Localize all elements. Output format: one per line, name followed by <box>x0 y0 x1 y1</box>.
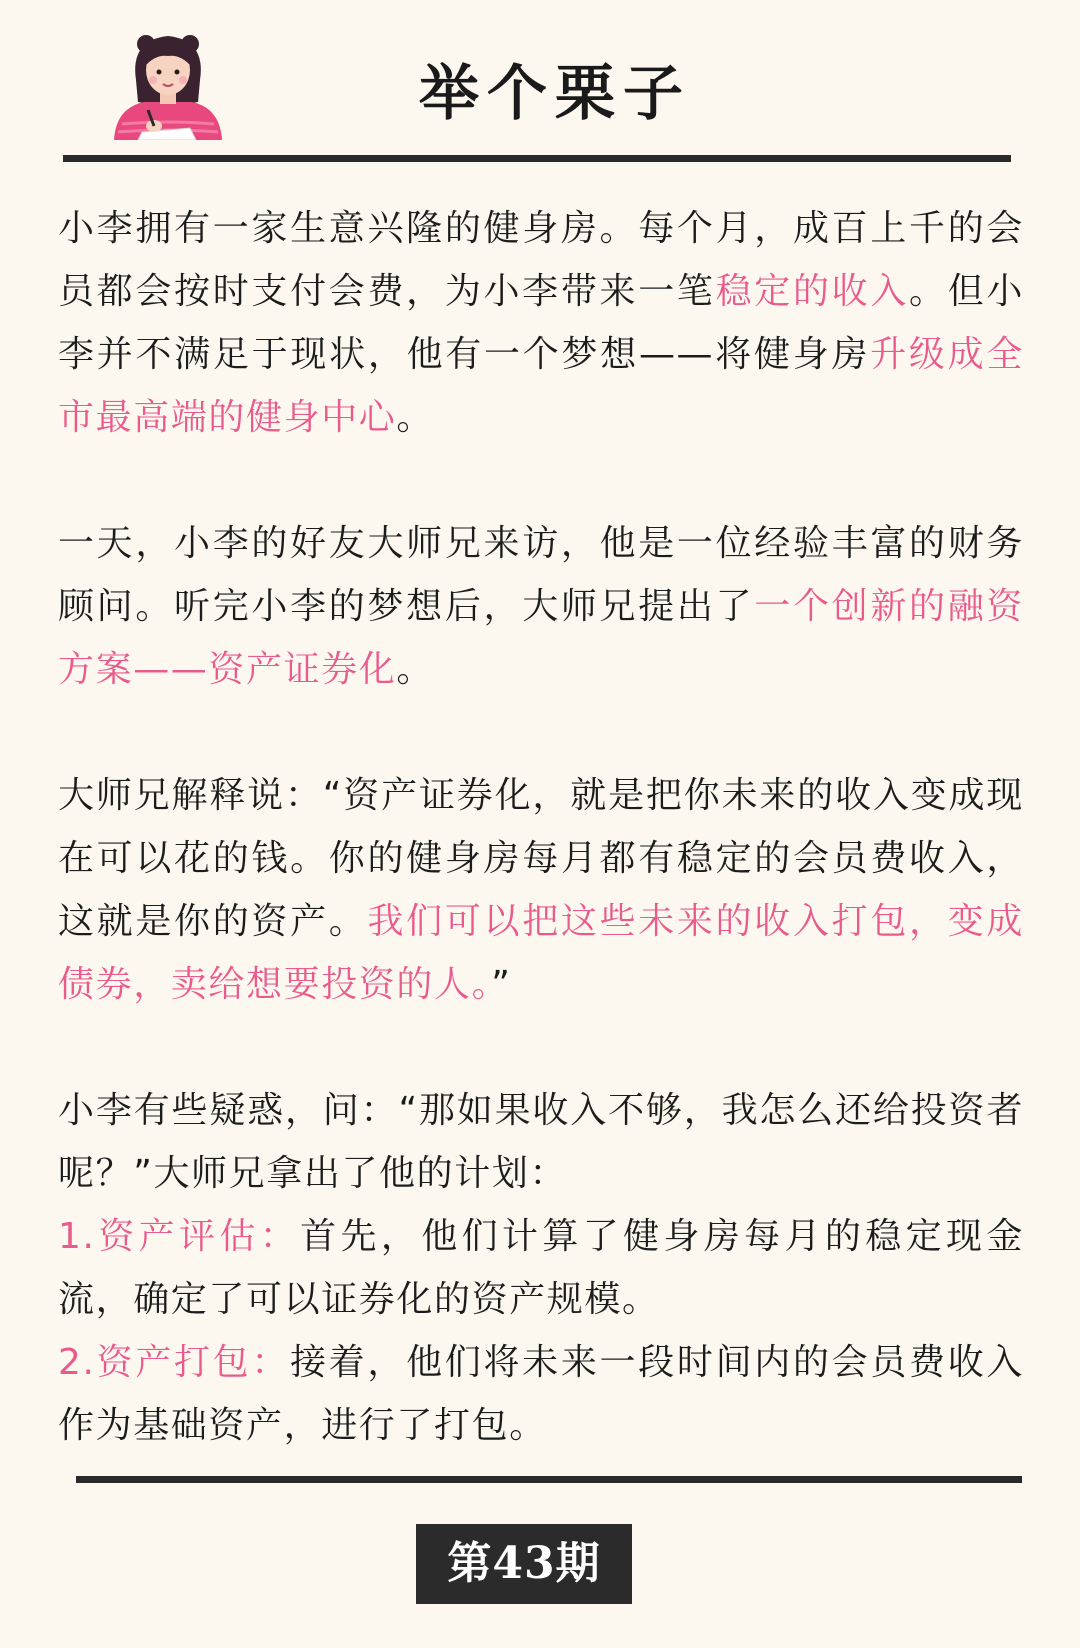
paragraph-1 <box>58 197 1024 449</box>
article-body <box>58 197 1024 1457</box>
highlight-text: 我们可以把这些未来的收入打包，变成债券，卖给想要投资的人。 <box>58 901 1024 1005</box>
paragraph-text: 。 <box>396 649 435 690</box>
paragraph-text: 。但小李并不满足于现状，他有一个梦想——将健身房 <box>58 271 1024 375</box>
step-label: 1.资产评估： <box>58 1216 301 1257</box>
paragraph-text: 。 <box>396 397 435 438</box>
step-text: 首先，他们计算了健身房每月的稳定现金流，确定了可以证券化的资产规模。 <box>58 1216 1024 1320</box>
paragraph-3 <box>58 764 1024 1016</box>
bottom-divider <box>76 1476 1022 1483</box>
issue-badge: 第43期 <box>416 1524 632 1604</box>
highlight-text: 稳定的收入 <box>715 271 910 312</box>
paragraph-text: 小李有些疑惑，问：“那如果收入不够，我怎么还给投资者呢？”大师兄拿出了他的计划： <box>58 1090 1024 1194</box>
highlight-text: 一个创新的融资方案——资产证券化 <box>58 586 1024 690</box>
paragraph-text: ” <box>491 964 512 1005</box>
paragraph-2 <box>58 512 1024 701</box>
paragraph-text: 大师兄解释说：“资产证券化，就是把你未来的收入变成现在可以花的钱。你的健身房每月都有稳定的会员费收入，这就是你的资产。 <box>58 775 1024 942</box>
paragraph-4 <box>58 1079 1024 1205</box>
header <box>0 0 1080 150</box>
paragraph-text: 小李拥有一家生意兴隆的健身房。每个月，成百上千的会员都会按时支付会费，为小李带来一笔 <box>58 208 1024 312</box>
highlight-text: 升级成全市最高端的健身中心 <box>58 334 1024 438</box>
step-text: 接着，他们将未来一段时间内的会员费收入作为基础资产，进行了打包。 <box>58 1342 1024 1446</box>
step-label: 2.资产打包： <box>58 1342 291 1383</box>
step-2 <box>58 1331 1024 1457</box>
paragraph-text: 一天，小李的好友大师兄来访，他是一位经验丰富的财务顾问。听完小李的梦想后，大师兄提出了 <box>58 523 1024 627</box>
page-title: 举个栗子 <box>419 59 691 129</box>
step-1 <box>58 1205 1024 1331</box>
top-divider <box>63 155 1011 162</box>
